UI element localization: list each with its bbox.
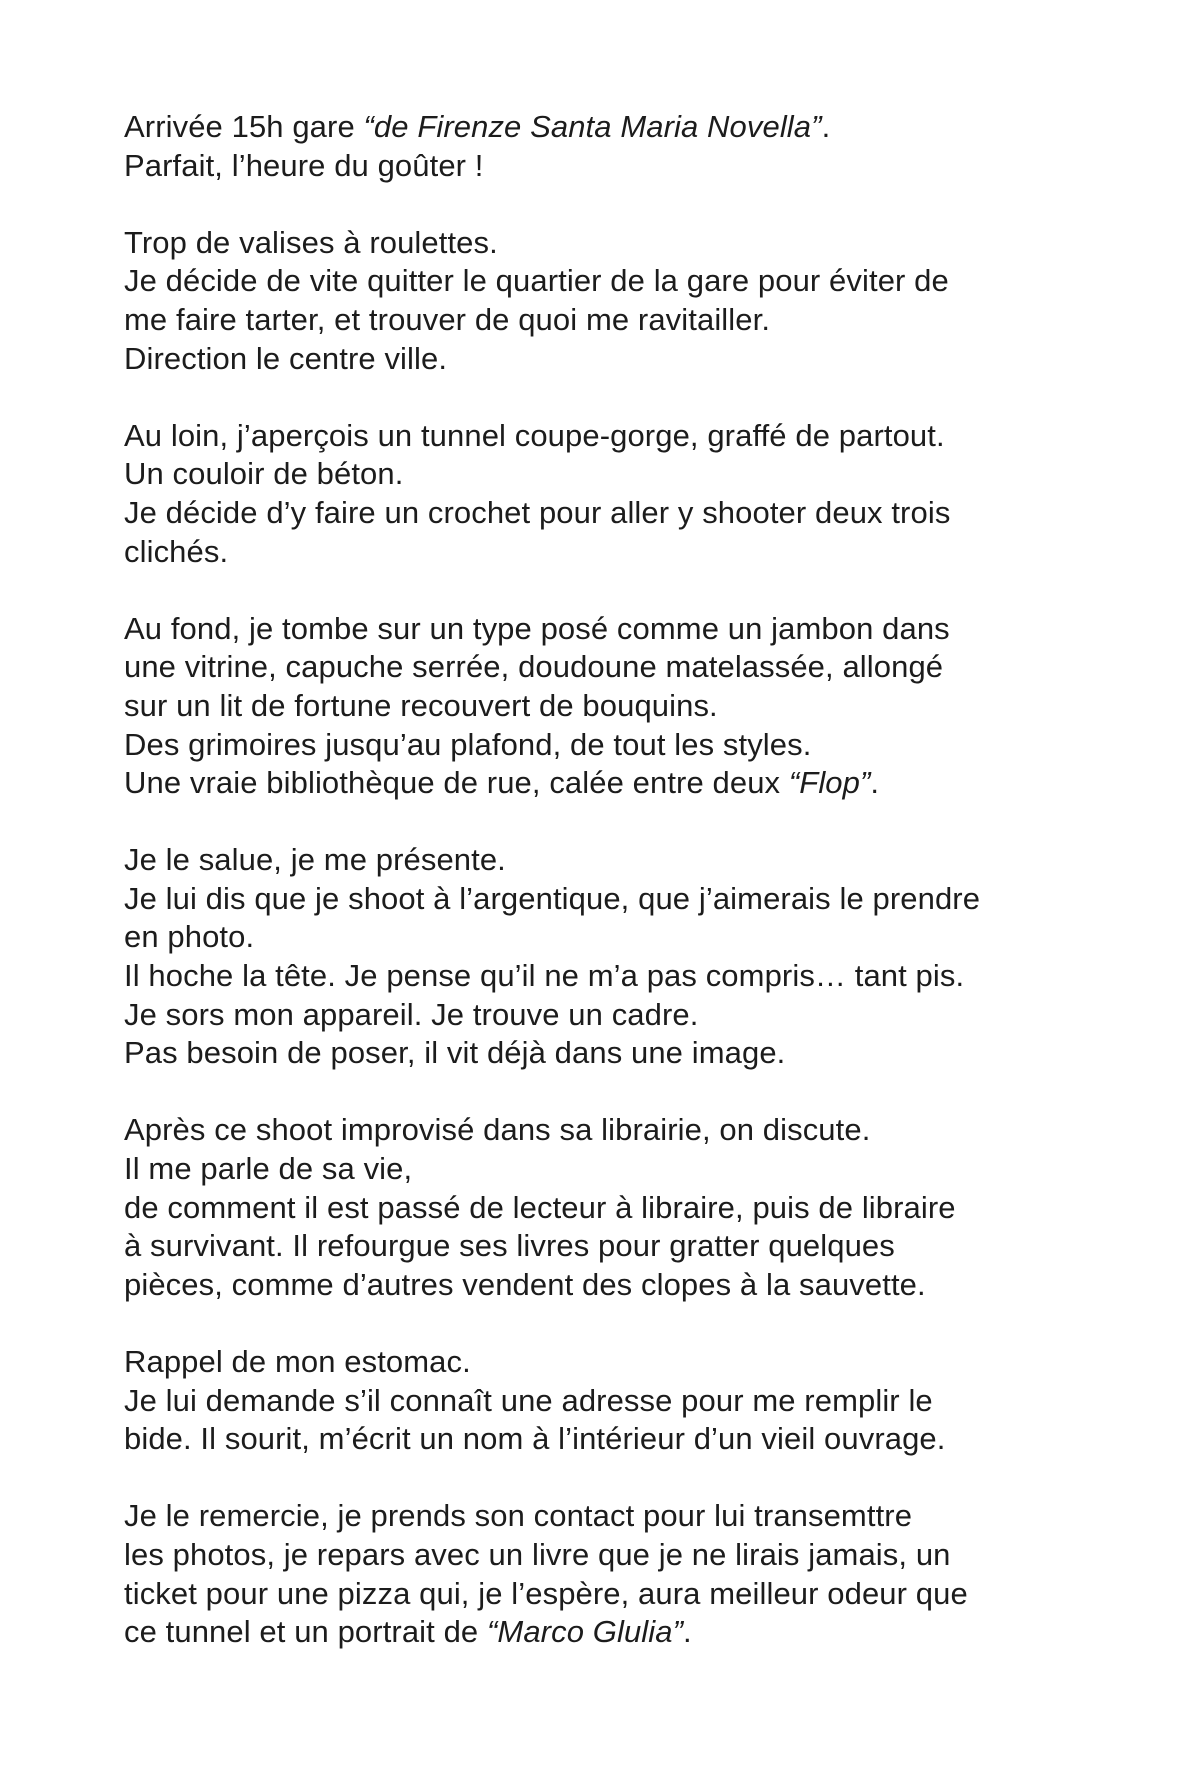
paragraph bbox=[124, 224, 1084, 378]
text-segment: Direction le centre ville. bbox=[124, 340, 448, 376]
text-line bbox=[124, 147, 1084, 186]
text-segment: Au loin, j’aperçois un tunnel coupe-gorge, graffé de partout. bbox=[124, 417, 945, 453]
text-segment: à survivant. Il refourgue ses livres pour gratter quelques bbox=[124, 1228, 895, 1264]
text-line bbox=[124, 687, 1084, 726]
text-line bbox=[124, 610, 1084, 649]
paragraph bbox=[124, 1497, 1084, 1651]
text-line bbox=[124, 841, 1084, 880]
paragraph bbox=[124, 610, 1084, 803]
text-segment: une vitrine, capuche serrée, doudoune matelassée, allongé bbox=[124, 649, 944, 685]
text-line bbox=[124, 648, 1084, 687]
text-line bbox=[124, 455, 1084, 494]
text-segment: Il hoche la tête. Je pense qu’il ne m’a pas compris… tant pis. bbox=[124, 958, 965, 994]
text-line bbox=[124, 957, 1084, 996]
text-segment: Arrivée 15h gare bbox=[124, 109, 364, 144]
text-line bbox=[124, 262, 1084, 301]
text-line bbox=[124, 764, 1084, 803]
text-segment: en photo. bbox=[124, 919, 255, 955]
paragraph bbox=[124, 417, 1084, 571]
text-segment: ticket pour une pizza qui, je l’espère, aura meilleur odeur que bbox=[124, 1575, 968, 1611]
text-segment: Je lui demande s’il connaît une adresse pour me remplir le bbox=[124, 1382, 933, 1418]
text-line bbox=[124, 1111, 1084, 1150]
quoted-name: “Flop” bbox=[788, 765, 871, 801]
text-line bbox=[124, 726, 1084, 765]
text-line bbox=[124, 1613, 1084, 1652]
text-segment: ce tunnel et un portrait de bbox=[124, 1614, 487, 1650]
text-segment: . bbox=[683, 1614, 692, 1650]
text-segment: Je sors mon appareil. Je trouve un cadre. bbox=[124, 996, 699, 1032]
paragraph bbox=[124, 1343, 1084, 1459]
text-segment: Je le remercie, je prends son contact pour lui transemttre bbox=[124, 1498, 913, 1534]
text-line bbox=[124, 1343, 1084, 1382]
text-segment: . bbox=[870, 765, 880, 801]
text-line bbox=[124, 1575, 1084, 1614]
paragraph bbox=[124, 841, 1084, 1073]
text-line bbox=[124, 340, 1084, 379]
text-segment: Rappel de mon estomac. bbox=[124, 1344, 471, 1379]
text-segment: . bbox=[821, 109, 831, 144]
text-segment: bide. Il sourit, m’écrit un nom à l’intérieur d’un vieil ouvrage. bbox=[124, 1421, 946, 1457]
quoted-name: “de Firenze Santa Maria Novella” bbox=[363, 109, 822, 144]
document-body bbox=[124, 108, 1084, 1690]
text-line bbox=[124, 1189, 1084, 1228]
text-line bbox=[124, 494, 1084, 533]
text-segment: sur un lit de fortune recouvert de bouquins. bbox=[124, 687, 718, 723]
text-line bbox=[124, 417, 1084, 456]
text-line bbox=[124, 301, 1084, 340]
text-segment: Pas besoin de poser, il vit déjà dans une image. bbox=[124, 1035, 786, 1071]
text-line bbox=[124, 1382, 1084, 1421]
quoted-name: “Marco Glulia” bbox=[486, 1614, 684, 1650]
text-line bbox=[124, 880, 1084, 919]
text-segment: Je décide de vite quitter le quartier de la gare pour éviter de bbox=[124, 263, 949, 299]
text-segment: Je lui dis que je shoot à l’argentique, que j’aimerais le prendre bbox=[124, 880, 981, 916]
text-segment: Trop de valises à roulettes. bbox=[124, 224, 498, 260]
text-line bbox=[124, 1536, 1084, 1575]
text-line bbox=[124, 1227, 1084, 1266]
text-segment: Une vraie bibliothèque de rue, calée entre deux bbox=[124, 765, 789, 801]
text-segment: Après ce shoot improvisé dans sa librairie, on discute. bbox=[124, 1112, 871, 1148]
text-line bbox=[124, 1420, 1084, 1459]
text-segment: les photos, je repars avec un livre que je ne lirais jamais, un bbox=[124, 1536, 951, 1572]
text-line bbox=[124, 533, 1084, 572]
text-segment: me faire tarter, et trouver de quoi me ravitailler. bbox=[124, 301, 771, 337]
paragraph bbox=[124, 1111, 1084, 1304]
text-segment: Je décide d’y faire un crochet pour aller y shooter deux trois bbox=[124, 494, 951, 530]
text-segment: Un couloir de béton. bbox=[124, 456, 404, 492]
text-line bbox=[124, 918, 1084, 957]
text-segment: Au fond, je tombe sur un type posé comme un jambon dans bbox=[124, 610, 950, 646]
text-line bbox=[124, 996, 1084, 1035]
text-line bbox=[124, 108, 1084, 147]
text-line bbox=[124, 1497, 1084, 1536]
text-segment: clichés. bbox=[124, 533, 229, 569]
text-line bbox=[124, 1266, 1084, 1305]
paragraph bbox=[124, 108, 1084, 185]
text-segment: Des grimoires jusqu’au plafond, de tout les styles. bbox=[124, 726, 812, 762]
text-segment: Parfait, l’heure du goûter ! bbox=[124, 147, 484, 183]
text-line bbox=[124, 1034, 1084, 1073]
text-segment: Je le salue, je me présente. bbox=[124, 842, 506, 878]
text-line bbox=[124, 224, 1084, 263]
text-segment: pièces, comme d’autres vendent des clopes à la sauvette. bbox=[124, 1266, 926, 1302]
text-segment: Il me parle de sa vie, bbox=[124, 1151, 413, 1187]
text-segment: de comment il est passé de lecteur à libraire, puis de libraire bbox=[124, 1189, 956, 1225]
text-line bbox=[124, 1150, 1084, 1189]
